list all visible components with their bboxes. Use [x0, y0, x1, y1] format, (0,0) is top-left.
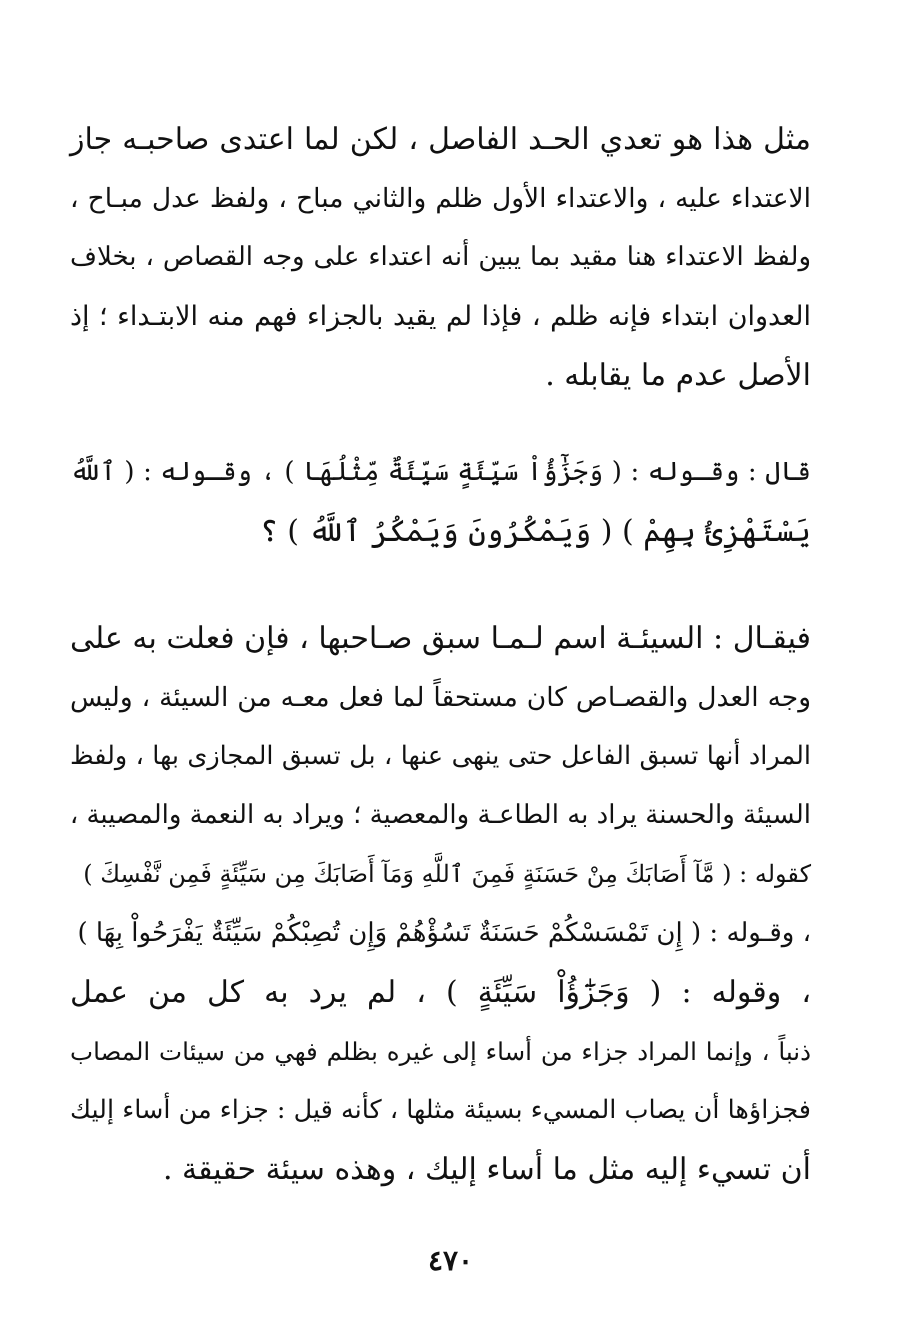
text-line: السيئة والحسنة يراد به الطاعـة والمعصية ؛ ويراد به النعمة والمصيبة ، — [69, 800, 811, 830]
text-line: أن تسيء إليه مثل ما أساء إليك ، وهذه سيئة حقيقة . — [162, 1152, 811, 1187]
text-line: المراد أنها تسبق الفاعل حتى ينهى عنها ، بل تسبق المجازى بها ، ولفظ — [70, 741, 811, 771]
paragraph-spacer — [70, 561, 811, 609]
text-line: فجزاؤها أن يصاب المسيء بسيئة مثلها ، كأنه قيل : جزاء من أساء إليك — [70, 1095, 811, 1125]
text-line: الأصل عدم ما يقابله . — [545, 358, 811, 393]
paragraph-3 — [70, 609, 811, 1199]
page-number: ٤٧٠ — [427, 1244, 474, 1277]
text-line: فيقـال : السيئـة اسم لـمـا سبق صـاحبها ، فإن فعلت به على — [69, 621, 811, 656]
text-line: وجه العدل والقصـاص كان مستحقاً لما فعل معـه من السيئة ، وليس — [70, 682, 811, 713]
paragraph-2 — [70, 443, 811, 561]
text-line-with-quran-quote: ، وقـوله : ( إِن تَمْسَسْكُمْ حَسَنَةٌ تَسُؤْهُمْ وَإِن تُصِبْكُمْ سَيِّئَةٌ يَفْرَحُواْ بِهَا ) — [77, 918, 811, 948]
text-line-with-quran-quote: ، وقوله : ( وَجَزَٰٓؤُاْ سَيِّئَةٍ ) ، لم يرد به كل من عمل — [70, 975, 811, 1010]
text-line: ذنباً ، وإنما المراد جزاء من أساء إلى غيره بظلم فهي من سيئات المصاب — [70, 1037, 811, 1066]
text-line: ولفظ الاعتداء هنا مقيد بما يبين أنه اعتداء على وجه القصاص ، بخلاف — [70, 242, 811, 272]
page-body — [70, 110, 811, 1260]
text-line-with-quran-quote: قال : وقـوله : ( وَجَزَٰٓؤُاْ سَيِّئَةٍ سَيِّئَةٌ مِّثْلُهَا ) ، وقـوله : ( ٱللَّهُ — [70, 457, 811, 487]
text-line-with-quran-quote: كقوله : ( مَّآ أَصَابَكَ مِنْ حَسَنَةٍ فَمِنَ ٱللَّهِ وَمَآ أَصَابَكَ مِن سَيِّئَةٍ فَمِن نَّفْسِكَ ) — [83, 860, 811, 888]
text-line: مثل هذا هو تعدي الحـد الفاصل ، لكن لما اعتدى صاحبـه جاز — [70, 122, 811, 157]
paragraph-spacer — [70, 405, 811, 443]
text-line-with-quran-quote: يَسْتَهْزِئُ بِهِمْ ) ( وَيَمْكُرُونَ وَيَمْكُرُ ٱللَّهُ ) ؟ — [260, 514, 811, 549]
text-line: العدوان ابتداء فإنه ظلم ، فإذا لم يقيد بالجزاء فهم منه الابتـداء ؛ إذ — [70, 301, 811, 332]
paragraph-1 — [70, 110, 811, 405]
text-line: الاعتداء عليه ، والاعتداء الأول ظلم والثاني مباح ، ولفظ عدل مبـاح ، — [70, 183, 811, 214]
